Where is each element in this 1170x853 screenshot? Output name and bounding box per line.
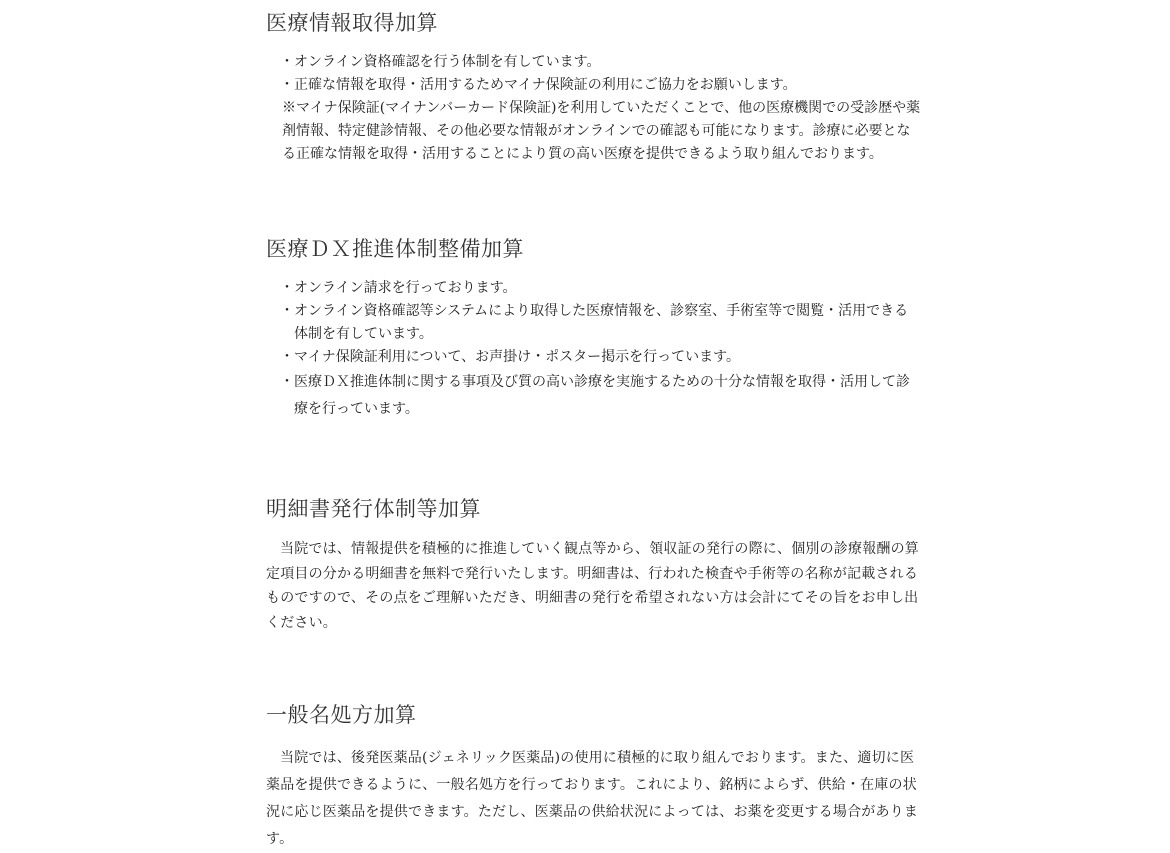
section-body-itemized-statement: 当院では、情報提供を積極的に推進していく観点等から、領収証の発行の際に、個別の診療報酬の算定項目の分かる明細書を無料で発行いたします。明細書は、行われた検査や手術等の名称が記載されるものですので、その点をご理解いただき、明細書の発行を希望されない方は会計にてその旨をお申し出ください。 xyxy=(266,541,919,631)
bullet-mark: ・ xyxy=(280,349,294,365)
note-text: ※マイナ保険証(マイナンバーカード保険証)を利用していただくことで、他の医療機関での受診歴や薬剤情報、特定健診情報、その他必要な情報がオンラインでの確認も可能になります。診療に必要となる正確な情報を取得・活用することにより質の高い医療を提供できるよう取り組んでおります。 xyxy=(282,100,921,162)
list-item: ・ マイナ保険証利用について、お声掛け・ポスター掲示を行っています。 xyxy=(280,346,922,369)
list-item: ・ 医療ＤＸ推進体制に関する事項及び質の高い診療を実施するための十分な情報を取得・活用して診療を行っています。 xyxy=(280,369,922,423)
list-item: ・ オンライン請求を行っております。 xyxy=(280,277,922,300)
section-heading-generic-prescription: 一般名処方加算 xyxy=(266,703,417,727)
bullet-list-medical-dx xyxy=(280,277,922,423)
list-item: ・ 正確な情報を取得・活用するためマイナ保険証の利用にご協力をお願いします。 xyxy=(280,74,922,97)
section-body-generic-prescription: 当院では、後発医薬品(ジェネリック医薬品)の使用に積極的に取り組んでおります。また、適切に医薬品を提供できるように、一般名処方を行っております。これにより、銘柄によらず、供給・在庫の状況に応じ医薬品を提供できます。ただし、医薬品の供給状況によっては、お薬を変更する場合があります。 xyxy=(266,750,919,847)
bullet-mark: ・ xyxy=(280,77,294,93)
bullet-mark: ・ xyxy=(280,280,294,296)
section-heading-itemized-statement: 明細書発行体制等加算 xyxy=(266,497,481,521)
bullet-mark: ・ xyxy=(280,54,294,70)
bullet-mark: ・ xyxy=(280,374,294,390)
bullet-mark: ・ xyxy=(280,303,294,319)
bullet-list-medical-info xyxy=(280,51,922,97)
section-heading-medical-info: 医療情報取得加算 xyxy=(266,11,438,35)
section-heading-medical-dx: 医療ＤＸ推進体制整備加算 xyxy=(266,237,524,261)
list-item: ・ オンライン資格確認等システムにより取得した医療情報を、診察室、手術室等で閲覧・活用できる体制を有しています。 xyxy=(280,300,922,346)
list-item: ・ オンライン資格確認を行う体制を有しています。 xyxy=(280,51,922,74)
